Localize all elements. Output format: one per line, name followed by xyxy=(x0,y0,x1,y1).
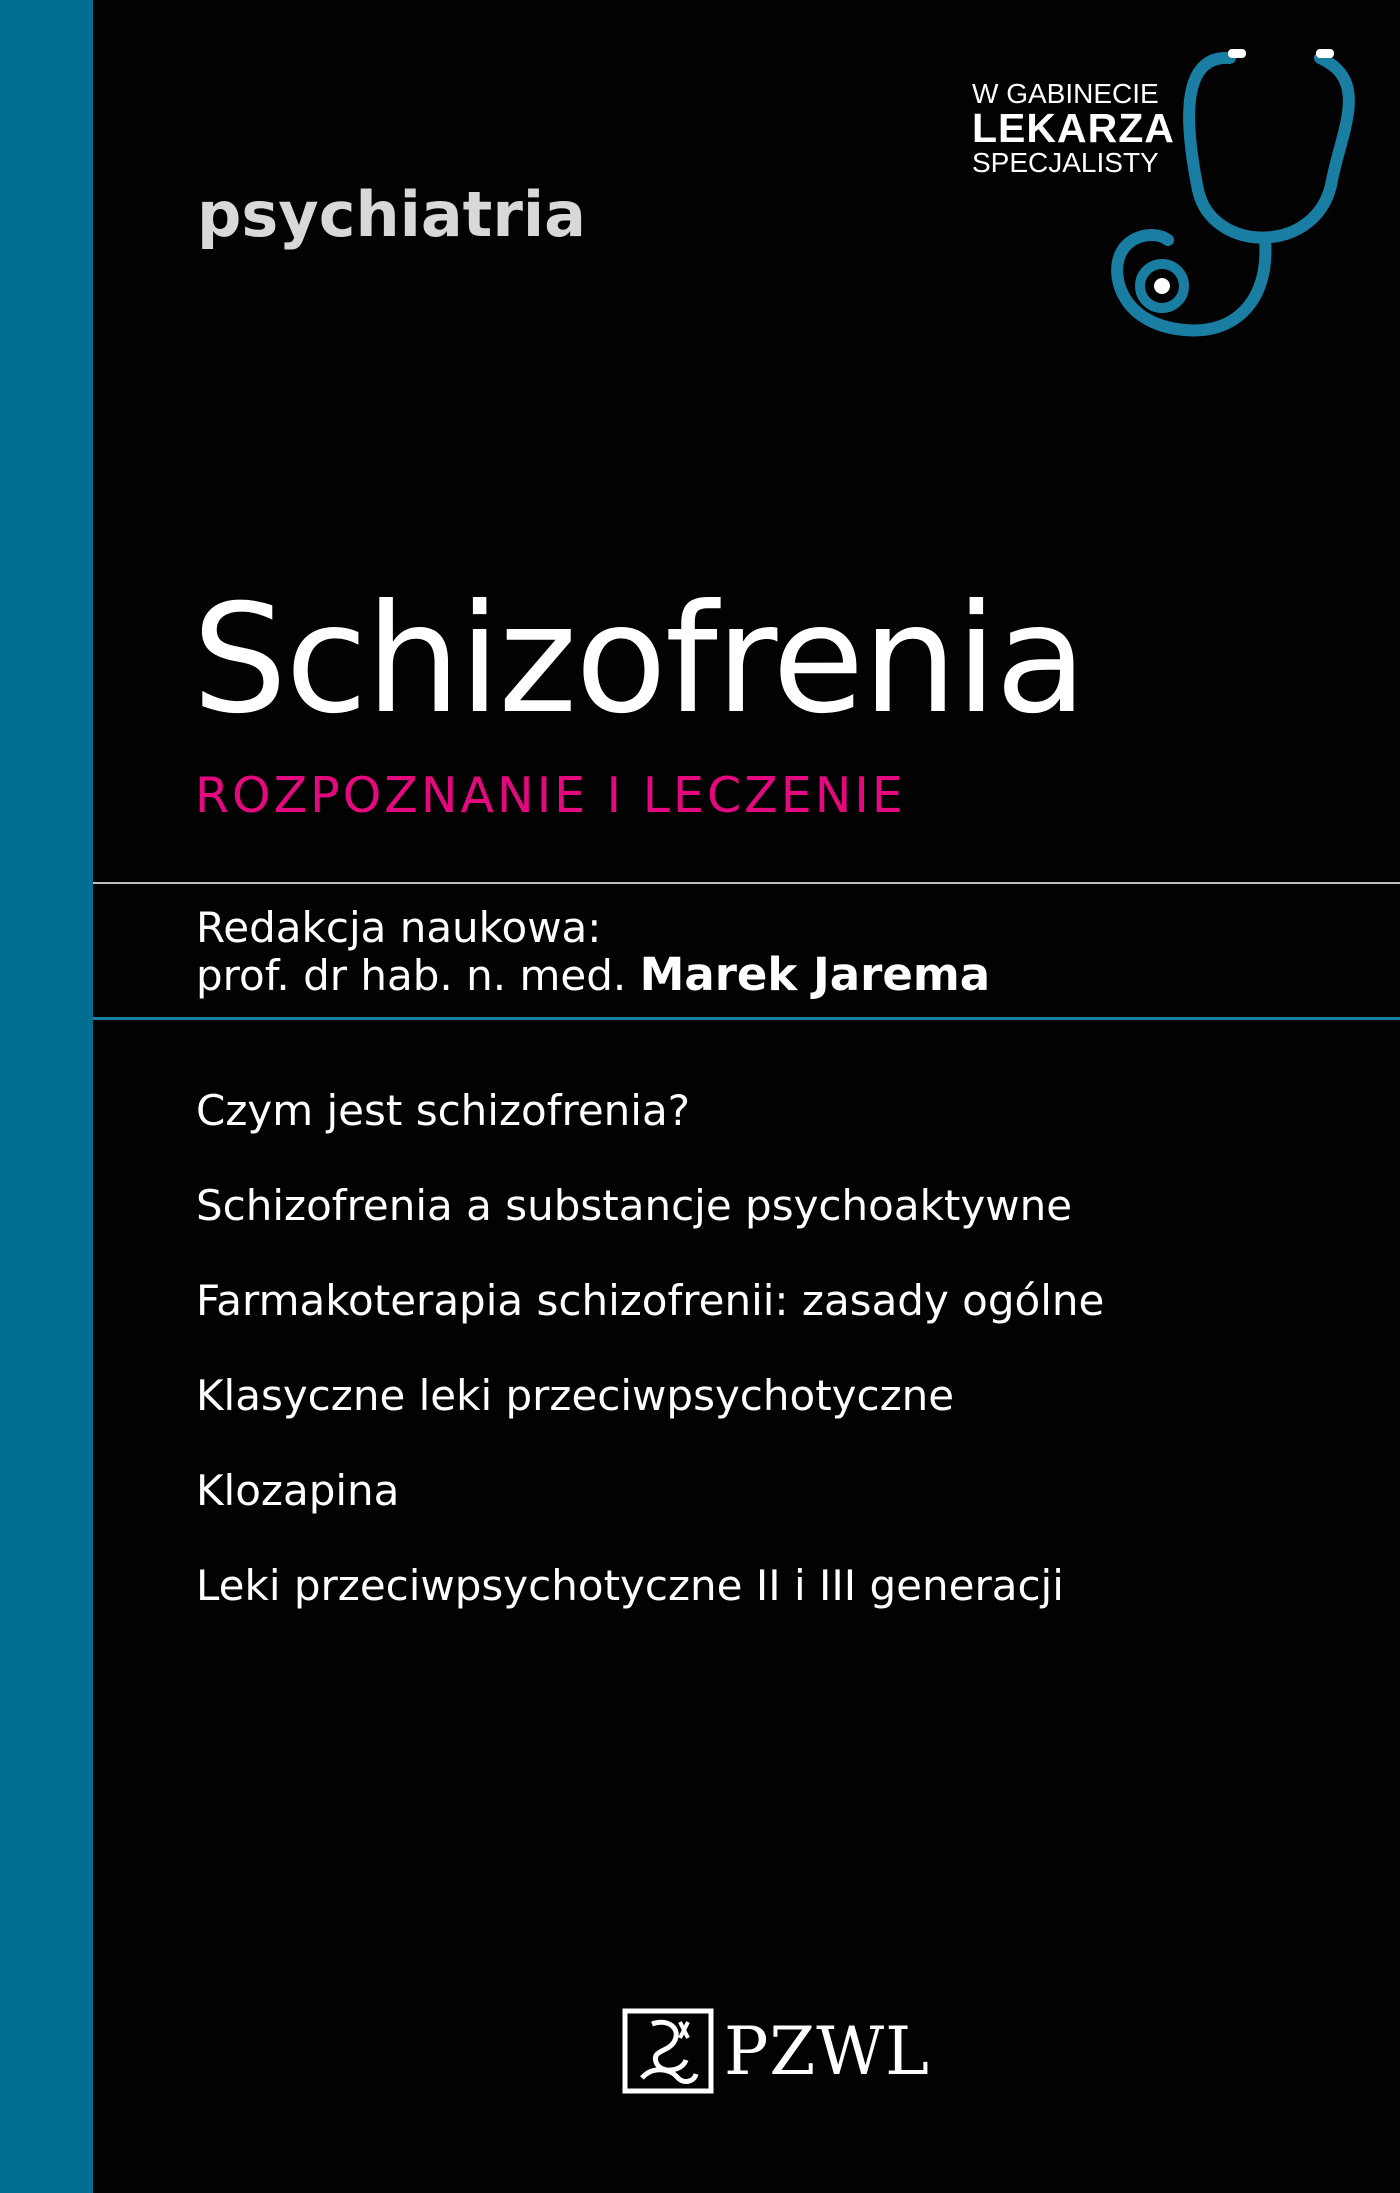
divider-bottom xyxy=(93,1017,1400,1020)
series-line-1: W GABINECIE xyxy=(972,78,1159,109)
editor-label: Redakcja naukowa: xyxy=(196,903,602,952)
contents-list xyxy=(196,1078,1104,1648)
contents-item: Klasyczne leki przeciwpsychotyczne xyxy=(196,1371,955,1420)
editor-title-prefix: prof. dr hab. n. med. xyxy=(196,951,627,1000)
stethoscope-icon xyxy=(1070,40,1370,350)
cover-spine-band xyxy=(0,0,93,2193)
contents-item: Czym jest schizofrenia? xyxy=(196,1086,690,1135)
book-subtitle: ROZPOZNANIE I LECZENIE xyxy=(195,767,906,824)
contents-item: Farmakoterapia schizofrenii: zasady ogólne xyxy=(196,1276,1105,1325)
publisher-name: PZWL xyxy=(724,2012,930,2090)
category-label: psychiatria xyxy=(197,178,586,251)
series-line-3: SPECJALISTY xyxy=(972,147,1159,178)
divider-top xyxy=(93,882,1400,884)
editor-line xyxy=(196,948,990,1001)
contents-item: Schizofrenia a substancje psychoaktywne xyxy=(196,1181,1073,1230)
contents-item: Leki przeciwpsychotyczne II i III generacji xyxy=(196,1561,1064,1610)
book-title: Schizofrenia xyxy=(192,573,1086,747)
series-line-2: LEKARZA xyxy=(972,105,1175,151)
contents-item: Klozapina xyxy=(196,1466,400,1515)
editor-name: Marek Jarema xyxy=(639,948,991,1001)
publisher-mark xyxy=(622,2008,930,2094)
pzwl-logo-icon xyxy=(622,2008,714,2094)
